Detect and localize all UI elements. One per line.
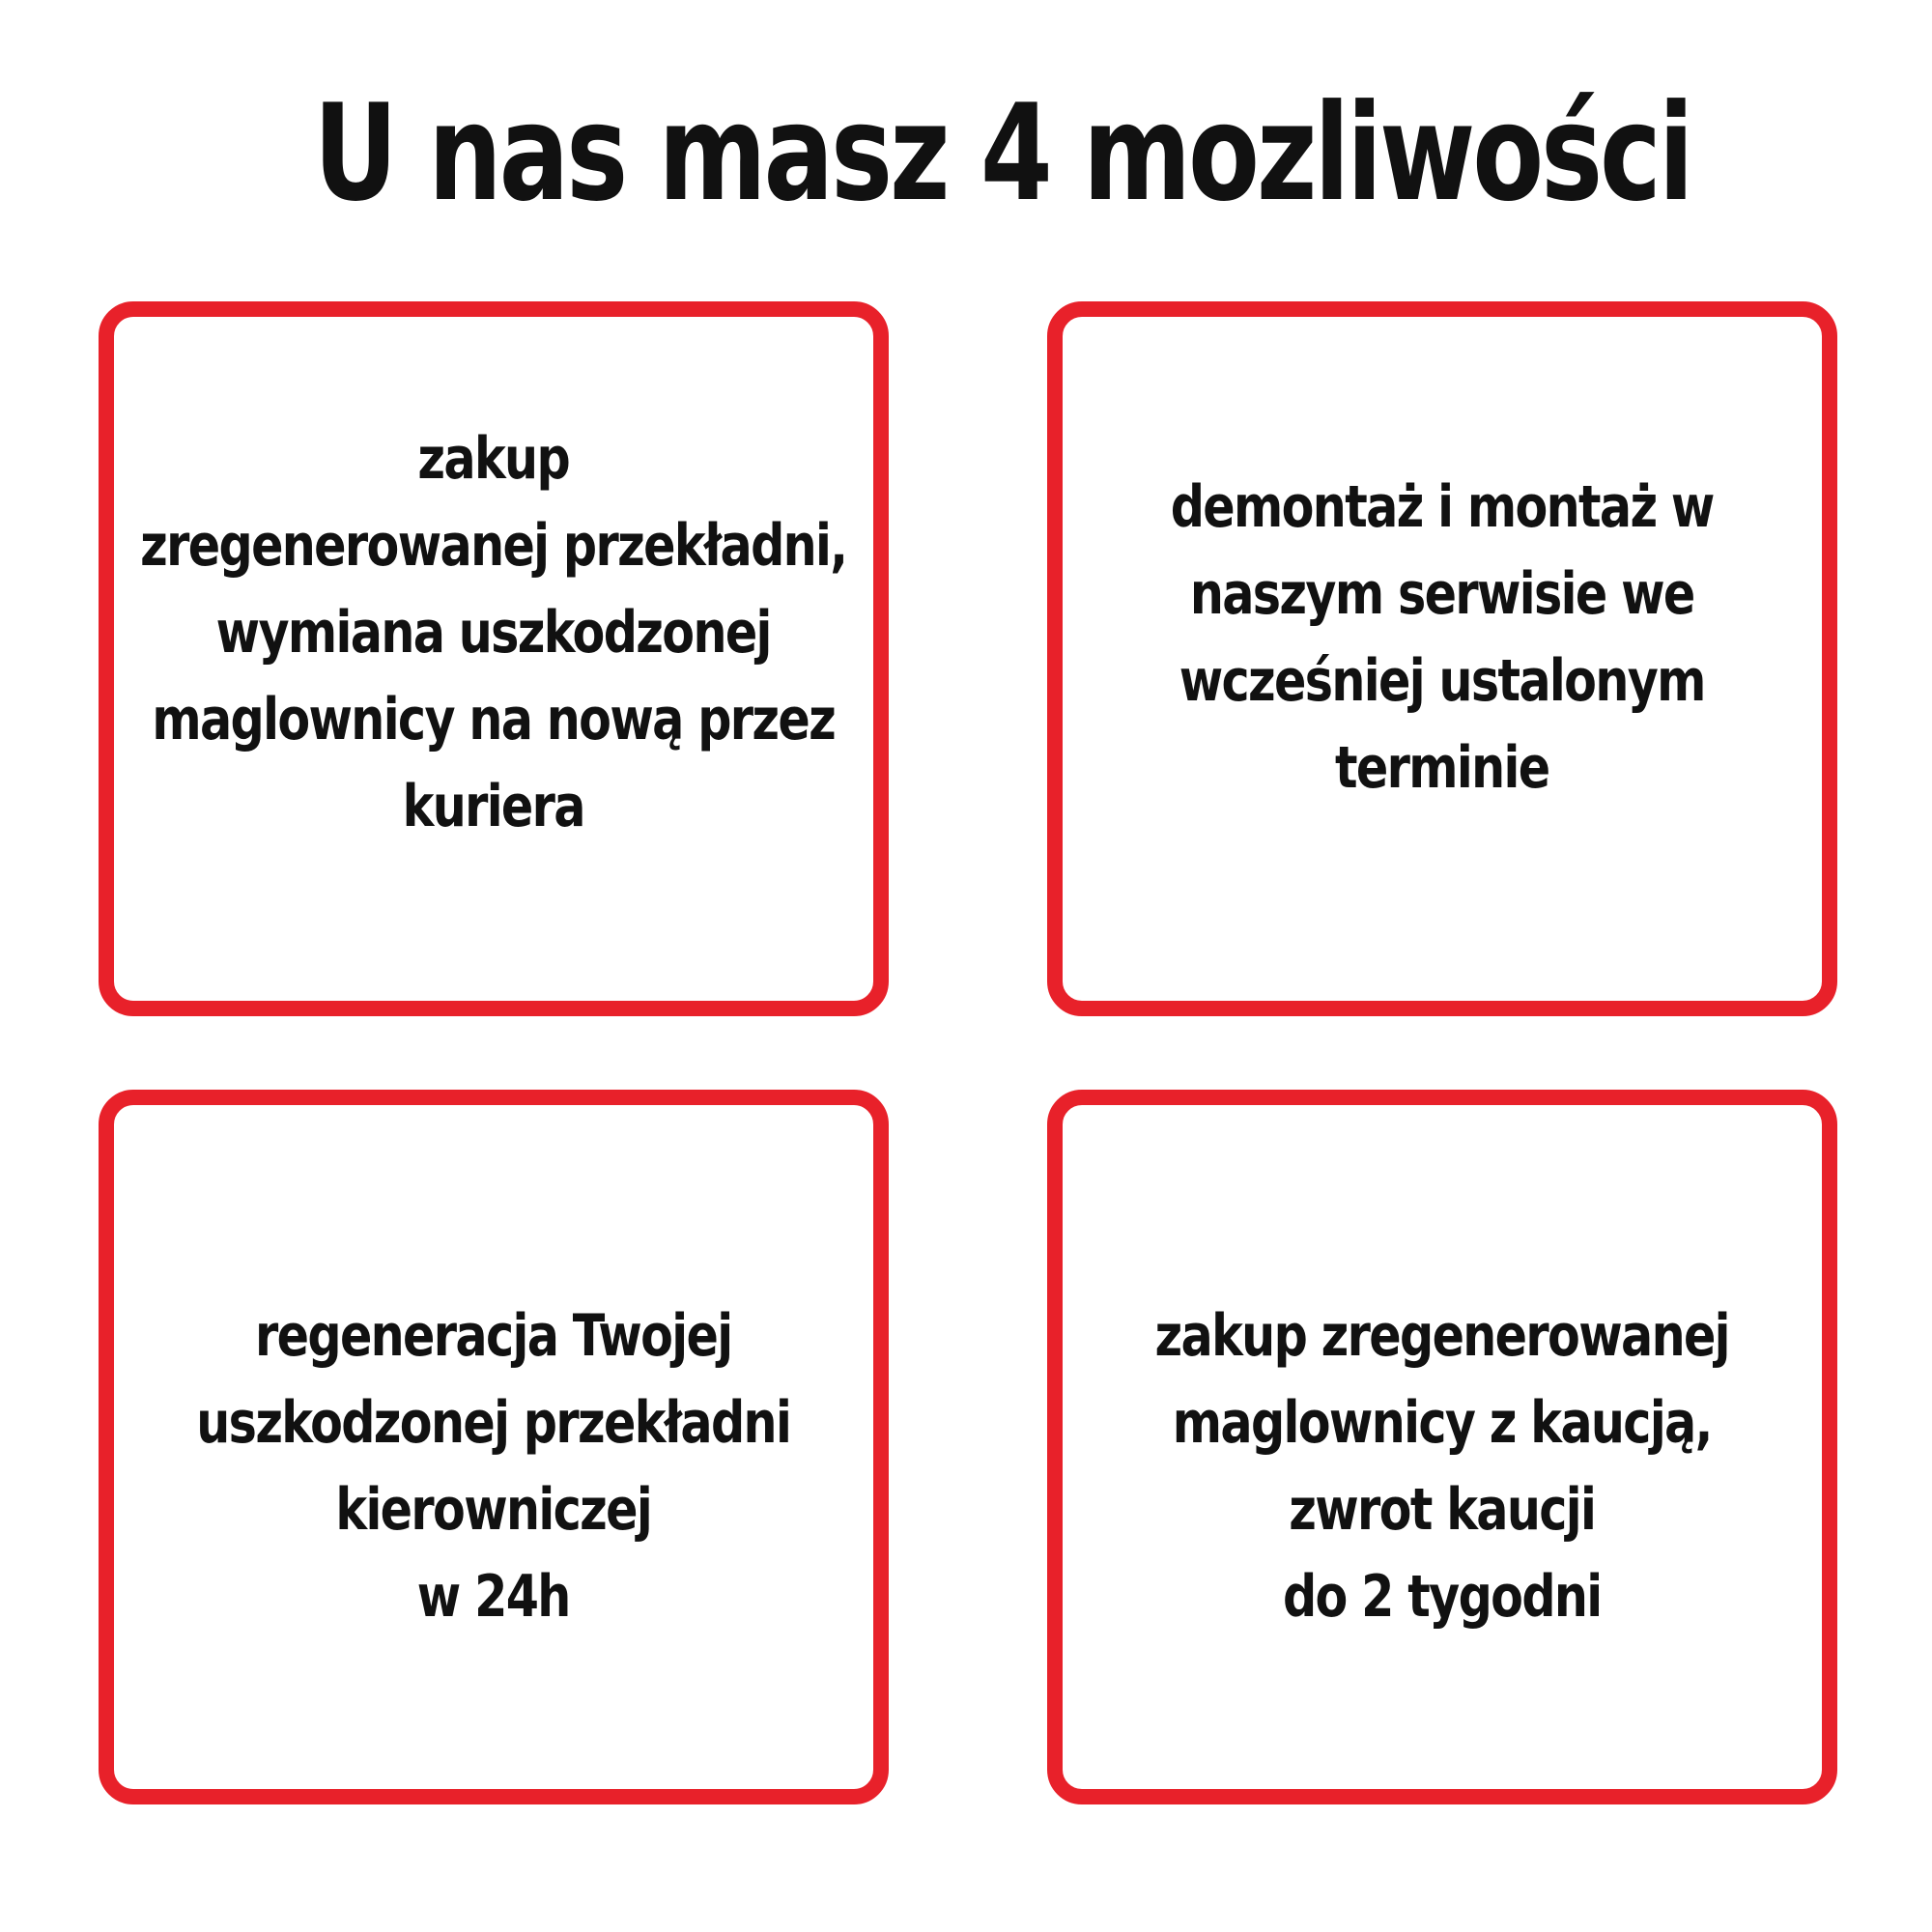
- option-box-2: [1047, 301, 1837, 1016]
- option-box-1: [99, 301, 889, 1016]
- page-title: U nas masz 4 mozliwości: [313, 74, 1691, 231]
- option-text-3: regeneracja Twojej uszkodzonej przekładni kierowniczej w 24h: [196, 1302, 791, 1631]
- option-text-2: demontaż i montaż w naszym serwisie we wcześniej ustalonym terminie: [1170, 472, 1715, 802]
- option-text-4: zakup zregenerowanej maglownicy z kaucją, zwrot kaucji do 2 tygodni: [1154, 1302, 1730, 1631]
- option-box-4: [1047, 1090, 1837, 1804]
- option-box-3: [99, 1090, 889, 1804]
- option-text-1: zakup zregenerowanej przekładni, wymiana uszkodzonej maglownicy na nową przez kuriera: [140, 424, 847, 840]
